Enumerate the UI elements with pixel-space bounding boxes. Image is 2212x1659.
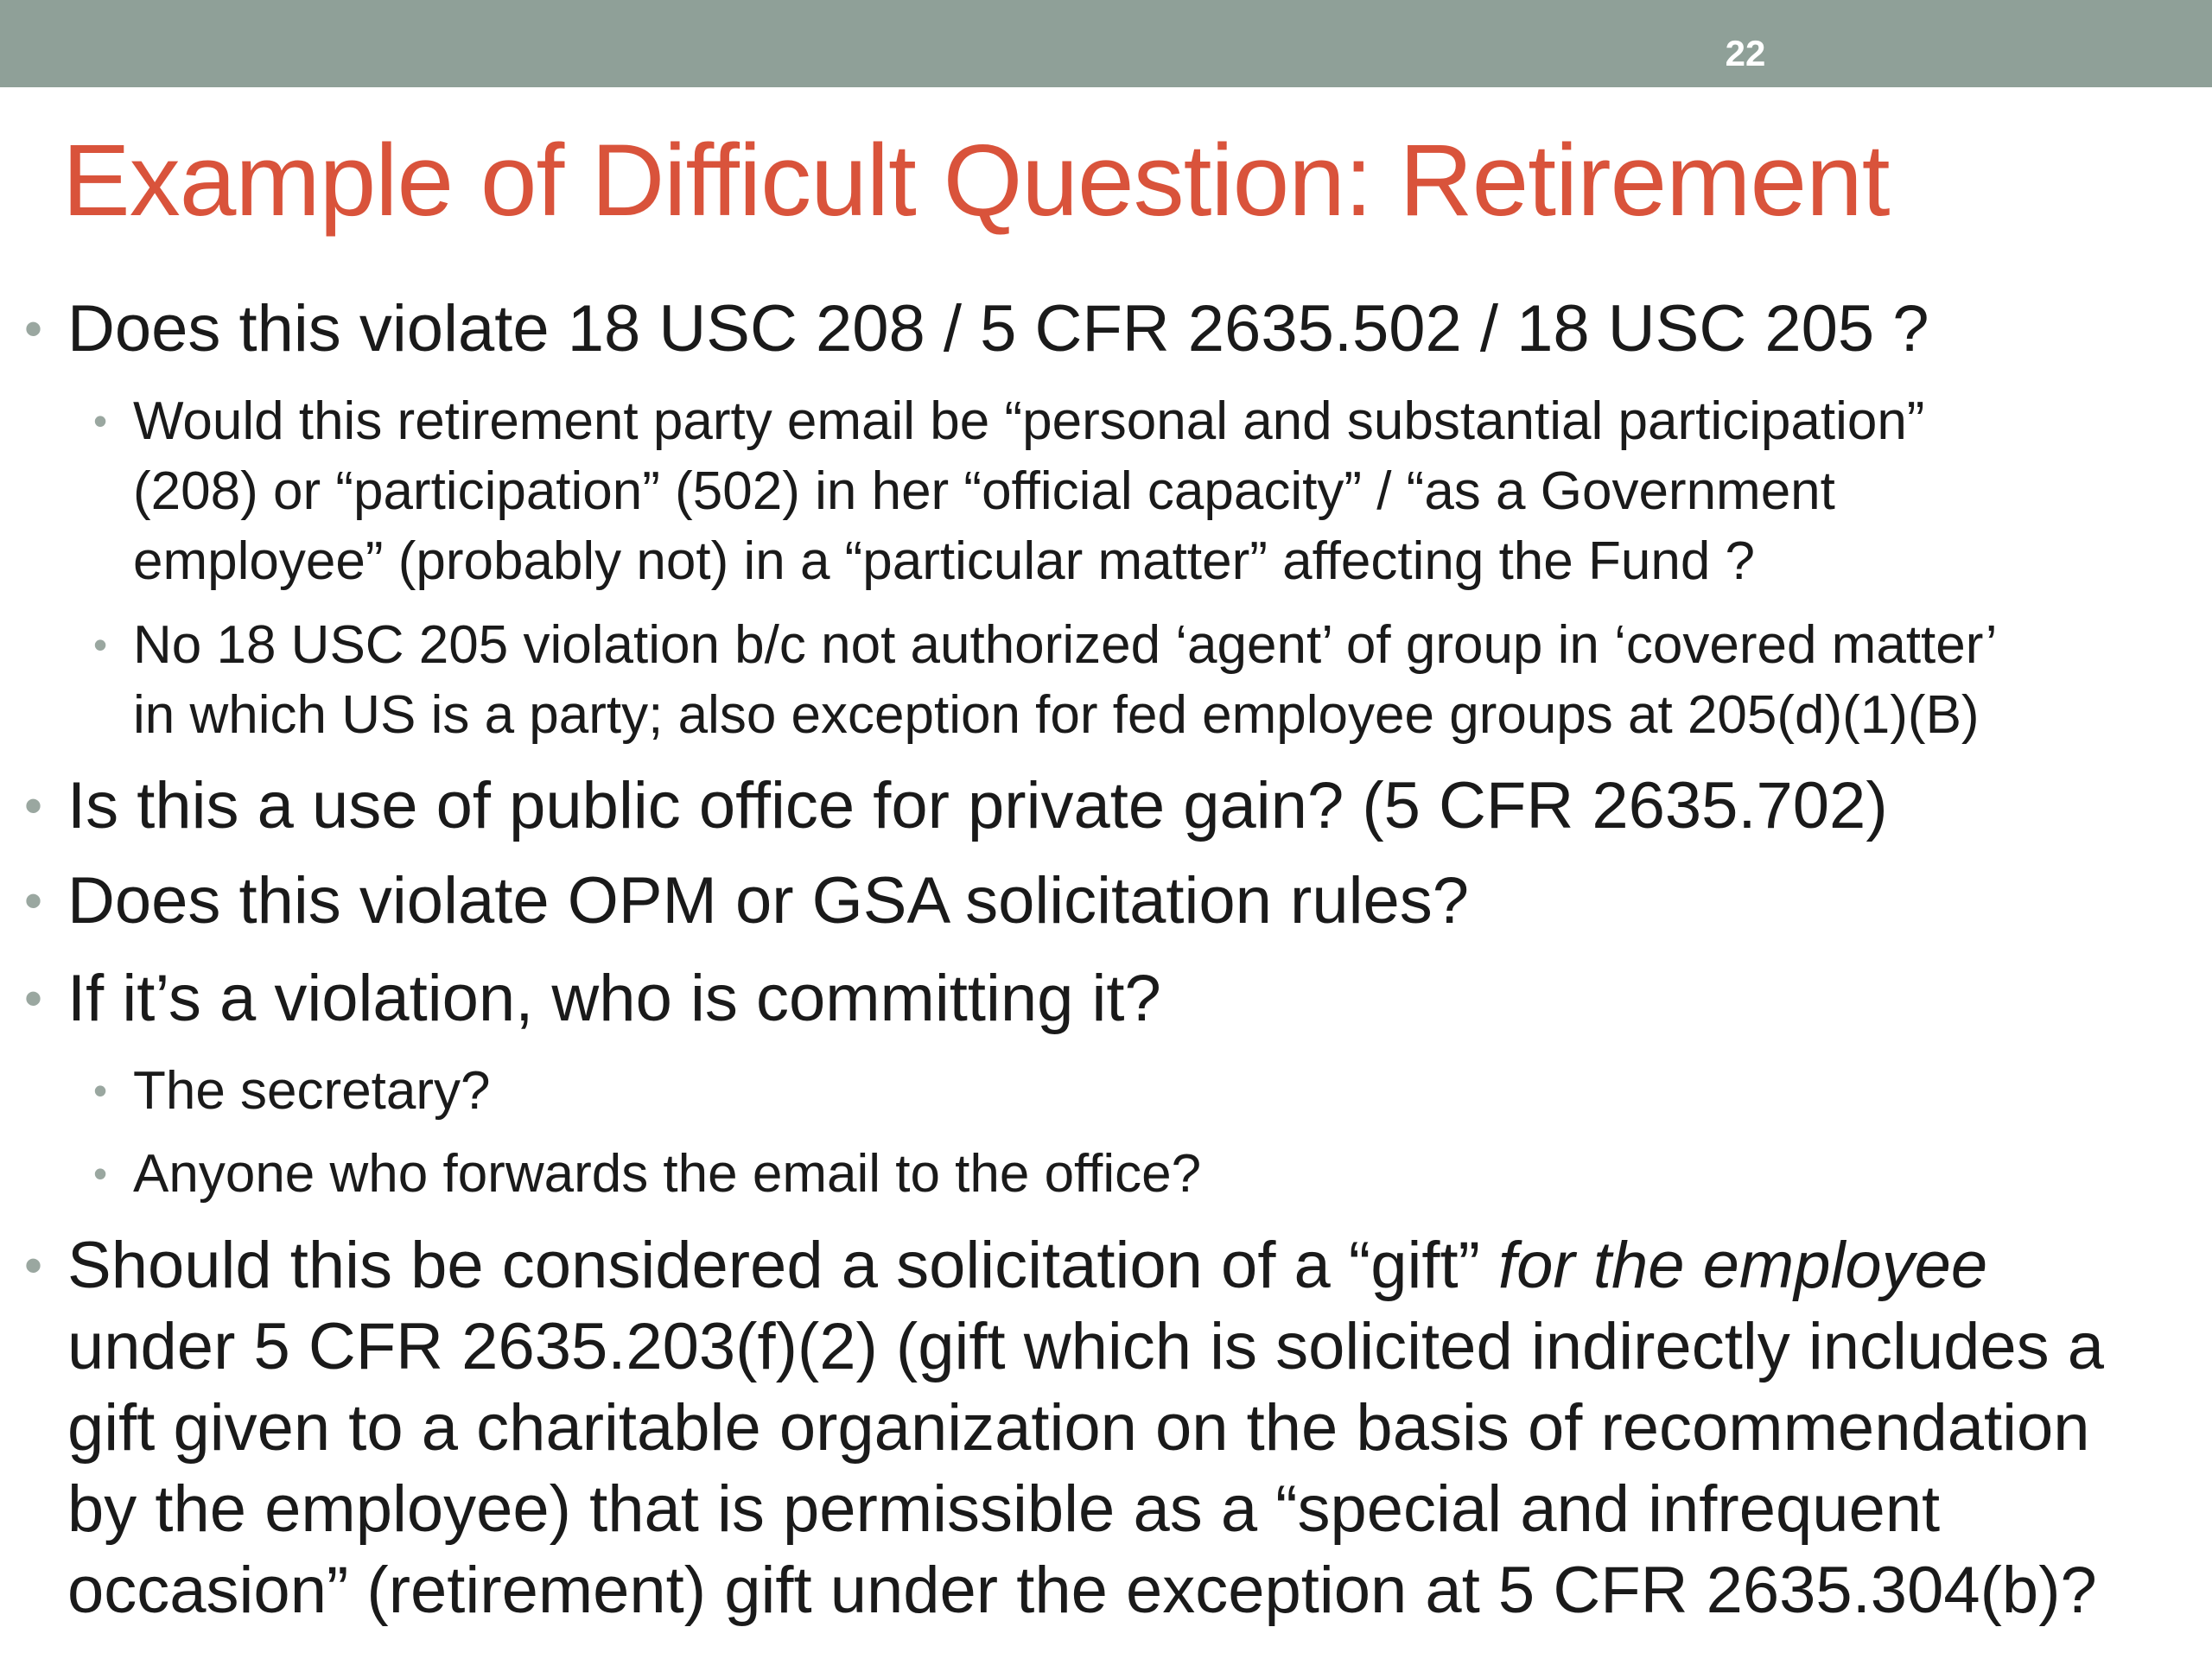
bullet-text-line: (208) or “participation” (502) in her “official capacity” / “as a Government — [133, 461, 1835, 521]
bullet-text-line: No 18 USC 205 violation b/c not authorized ‘agent’ of group in ‘covered matter’ — [133, 615, 1998, 675]
bullet-text-line: gift given to a charitable organization on the basis of recommendation — [67, 1391, 2090, 1465]
bullet-text-line: by the employee) that is permissible as a “special and infrequent — [67, 1472, 1941, 1546]
bullet-text-line: under 5 CFR 2635.203(f)(2) (gift which is solicited indirectly includes a — [67, 1310, 2105, 1383]
bullet-text-line: employee” (probably not) in a “particular matter” affecting the Fund ? — [133, 531, 1756, 591]
bullet-text: Does this violate 18 USC 208 / 5 CFR 2635.502 / 18 USC 205 ? — [67, 292, 1929, 365]
sub-bullet-item — [93, 610, 2181, 750]
bullet-item — [24, 958, 2176, 1039]
bullet-text-line: occasion” (retirement) gift under the exception at 5 CFR 2635.304(b)? — [67, 1554, 2097, 1627]
bullet-dot-icon: • — [93, 622, 108, 667]
bullet-item — [24, 766, 2176, 847]
bullet-text: Anyone who forwards the email to the office? — [133, 1144, 1202, 1204]
sub-bullet-item — [93, 1056, 2181, 1126]
bullet-text: If it’s a violation, who is committing it? — [67, 962, 1161, 1035]
bullet-dot-icon: • — [24, 777, 43, 835]
sub-bullet-item — [93, 386, 2181, 596]
bullet-text: The secretary? — [133, 1061, 491, 1121]
bullet-item — [24, 289, 2176, 370]
bullet-text-line: Would this retirement party email be “personal and substantial participation” — [133, 391, 1925, 451]
emphasized-text: for the employee — [1498, 1229, 1988, 1302]
bullet-item — [24, 861, 2176, 942]
bullet-dot-icon: • — [24, 872, 43, 930]
bullet-dot-icon: • — [93, 1068, 108, 1113]
bullet-text-line: in which US is a party; also exception for fed employee groups at 205(d)(1)(B) — [133, 685, 1980, 745]
bullet-text: Should this be considered a solicitation of a “gift” — [67, 1229, 1499, 1302]
bullet-text-line — [67, 1225, 2176, 1306]
bullet-dot-icon: • — [93, 398, 108, 443]
header-bar — [0, 0, 2212, 87]
bullet-dot-icon: • — [24, 969, 43, 1027]
bullet-text: Is this a use of public office for private gain? (5 CFR 2635.702) — [67, 769, 1888, 842]
bullet-dot-icon: • — [24, 1236, 43, 1294]
bullet-dot-icon: • — [24, 300, 43, 358]
slide-title: Example of Difficult Question: Retirement — [62, 124, 1890, 238]
slide-number: 22 — [1725, 33, 1766, 73]
bullet-dot-icon: • — [93, 1151, 108, 1196]
sub-bullet-item — [93, 1139, 2181, 1209]
bullet-text: Does this violate OPM or GSA solicitation rules? — [67, 864, 1470, 938]
bullet-item — [24, 1225, 2176, 1631]
